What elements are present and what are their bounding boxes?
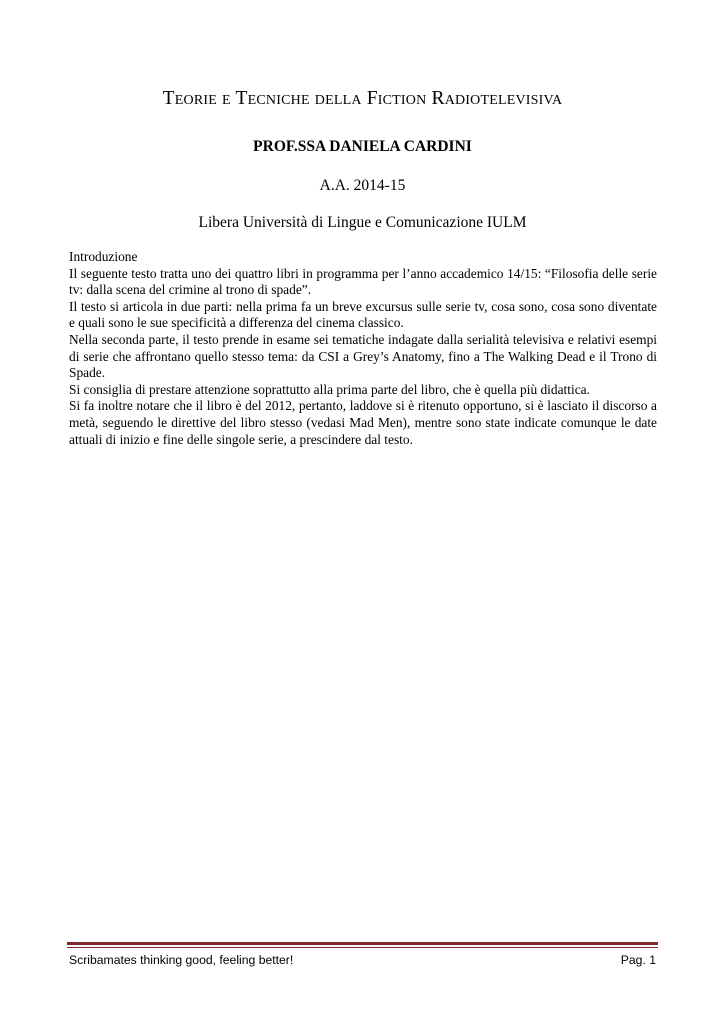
- paragraph: Si fa inoltre notare che il libro è del 2012, pertanto, laddove si è ritenuto opportuno, si è lasciato il discorso a metà, seguendo le direttive del libro stesso (vedasi Mad Men), mentre sono state indicate comunque le date attuali di inizio e fine delle singole serie, a prescindere dal testo.: [69, 398, 657, 447]
- paragraph: Si consiglia di prestare attenzione soprattutto alla prima parte del libro, che è quella più didattica.: [69, 381, 590, 397]
- university-name: Libera Università di Lingue e Comunicazione IULM: [198, 214, 527, 231]
- footer-divider-thick: [67, 942, 658, 945]
- page-number: Pag. 1: [620, 953, 656, 967]
- paragraph: Il seguente testo tratta uno dei quattro libri in programma per l’anno accademico 14/15: “Filosofia delle serie tv: dalla scena del crimine al trono di spade”.: [69, 265, 657, 298]
- paragraph: Il testo si articola in due parti: nella prima fa un breve excursus sulle serie tv, cosa sono, cosa sono diventate e quali sono le sue specificità a differenza del cinema classico.: [69, 298, 657, 331]
- section-heading-introduzione: Introduzione: [69, 249, 138, 264]
- document-title: Teorie e Tecniche della Fiction Radiotelevisiva: [162, 88, 563, 109]
- footer-divider: [67, 942, 658, 948]
- footer-divider-thin: [67, 947, 658, 948]
- academic-year: A.A. 2014-15: [319, 177, 406, 194]
- paragraph: Nella seconda parte, il testo prende in esame sei tematiche indagate dalla serialità televisiva e relativi esempi di serie che affrontano quello stesso tema: da CSI a Grey’s Anatomy, fino a The Walking Dead e il Trono di Spade.: [69, 331, 657, 381]
- document-body: [69, 249, 657, 448]
- footer-tagline: Scribamates thinking good, feeling better!: [69, 953, 294, 967]
- professor-name: PROF.SSA DANIELA CARDINI: [253, 138, 472, 155]
